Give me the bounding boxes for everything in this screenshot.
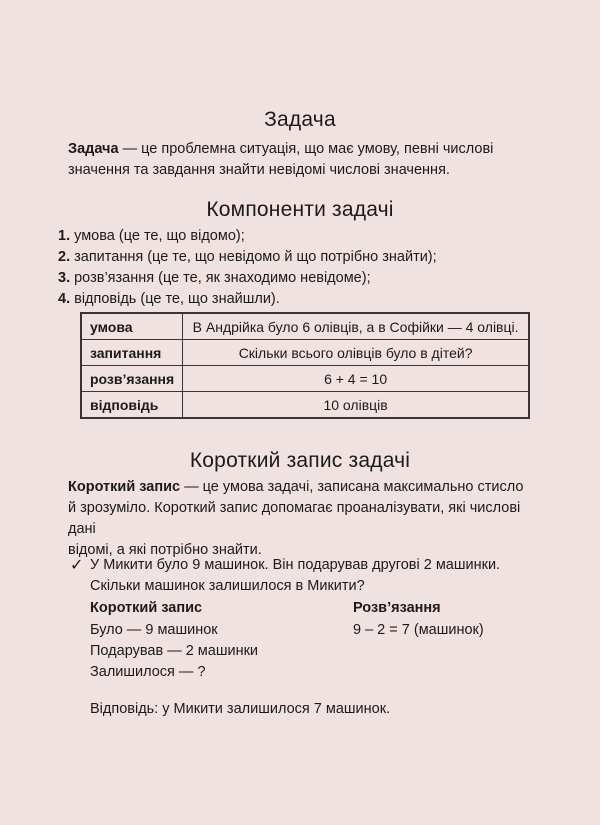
check-icon: ✓ [70, 557, 84, 574]
short-term: Короткий запис [68, 479, 181, 495]
table-value: 6 + 4 = 10 [183, 366, 529, 392]
table-value: 10 олівців [183, 392, 529, 419]
table-key: умова [81, 313, 183, 340]
answer-line: Відповідь: у Микити залишилося 7 машинок. [90, 701, 391, 717]
table-row [81, 392, 529, 419]
list-item: 3. розв’язання (це те, як знаходимо невідоме); [58, 270, 371, 286]
short-record-definition: Короткий запис — це умова задачі, записана максимально стисло й зрозуміло. Короткий запис допомагає проаналізувати, які числові дані відомі, а які потрібно знайти. [68, 479, 524, 558]
example-problem: У Микити було 9 машинок. Він подарував другові 2 машинки. Скільки машинок залишилося в Микити? [90, 557, 501, 594]
components-table [80, 312, 530, 419]
table-value: В Андрійка було 6 олівців, а в Софійки — 4 олівці. [183, 313, 529, 340]
list-item: 2. запитання (це те, що невідомо й що потрібно знайти); [58, 249, 437, 265]
table-key: розв’язання [81, 366, 183, 392]
short-record-heading: Короткий запис [90, 600, 203, 616]
list-item: 4. відповідь (це те, що знайшли). [58, 291, 280, 307]
solution-heading: Розв’язання [353, 600, 441, 616]
task-def-line2: значення та завдання знайти невідомі числові значення. [68, 162, 450, 178]
title-short-record: Короткий запис задачі [189, 449, 411, 472]
task-def-line1: — це проблемна ситуація, що має умову, певні числові [118, 141, 494, 157]
task-term: Задача [68, 141, 119, 157]
title-task: Задача [264, 108, 336, 131]
title-components: Компоненти задачі [206, 198, 394, 221]
table-key: відповідь [81, 392, 183, 419]
table-key: запитання [81, 340, 183, 366]
table-row [81, 313, 529, 340]
table-value: Скільки всього олівців було в дітей? [183, 340, 529, 366]
short-line: Залишилося — ? [90, 664, 206, 680]
short-line: Було — 9 машинок [90, 622, 218, 638]
table-row [81, 340, 529, 366]
list-item: 1. умова (це те, що відомо); [58, 228, 245, 244]
solution-line: 9 – 2 = 7 (машинок) [353, 622, 484, 638]
short-line: Подарував — 2 машинки [90, 643, 259, 659]
table-row [81, 366, 529, 392]
task-definition [68, 139, 538, 181]
components-list [58, 226, 437, 310]
